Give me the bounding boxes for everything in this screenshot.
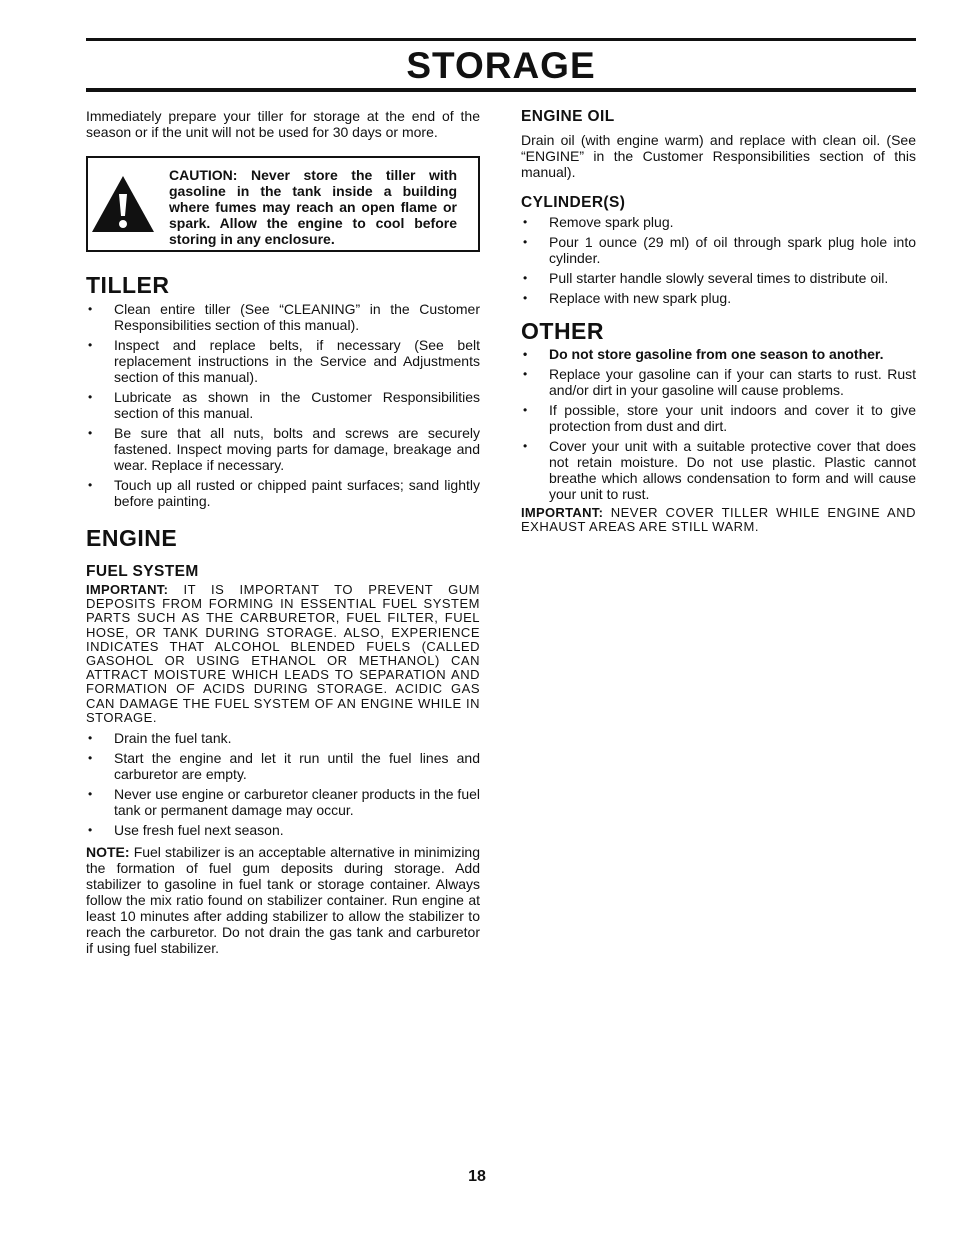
- engine-oil-heading: ENGINE OIL: [521, 108, 615, 125]
- page-number: 18: [468, 1168, 486, 1185]
- right-column: [521, 108, 916, 534]
- other-list: [521, 346, 916, 502]
- header-rule-bottom: [86, 88, 916, 92]
- list-item: • Remove spark plug.: [521, 214, 916, 230]
- intro-paragraph: Immediately prepare your tiller for storage at the end of the season or if the unit will not be used for 30 days or more.: [86, 108, 480, 140]
- fuel-stabilizer-note: [86, 844, 480, 956]
- caution-text: CAUTION: Never store the tiller with gasoline in the tank inside a building where fumes may reach an open flame or spark. Allow the engine to cool before storing in any enclosure.: [169, 167, 457, 247]
- list-item: • Never use engine or carburetor cleaner products in the fuel tank or permanent damage may occur.: [86, 786, 480, 818]
- fuel-system-list: [86, 730, 480, 838]
- important-label: IMPORTANT:: [521, 505, 604, 520]
- fuel-system-important: [86, 583, 480, 725]
- list-item: • Do not store gasoline from one season to another.: [521, 346, 916, 362]
- important-text: IT IS IMPORTANT TO PREVENT GUM DEPOSITS FROM FORMING IN ESSENTIAL FUEL SYSTEM PARTS SUCH AS THE CARBURETOR, FUEL FILTER, FUEL HOSE, OR TANK DURING STORAGE. ALSO, EXPERIENCE INDICATES THAT ALCOHOL BLENDED FUELS (CALLED GASOHOL OR USING ETHANOL OR METHANOL) CAN ATTRACT MOISTURE WHICH LEADS TO SEPARATION AND FORMATION OF ACIDS DURING STORAGE. ACIDIC GAS CAN DAMAGE THE FUEL SYSTEM OF AN ENGINE WHILE IN STORAGE.: [86, 582, 480, 725]
- list-item: • Clean entire tiller (See “CLEANING” in the Customer Responsibilities section of this manual).: [86, 301, 480, 333]
- note-label: NOTE:: [86, 844, 130, 861]
- engine-oil-text: Drain oil (with engine warm) and replace with clean oil. (See “ENGINE” in the Customer Responsibilities section of this manual).: [521, 132, 916, 180]
- header-rule-top: [86, 38, 916, 41]
- warning-triangle-icon: [90, 174, 156, 234]
- note-text: Fuel stabilizer is an acceptable alternative in minimizing the formation of fuel gum deposits during storage. Add stabilizer to gasoline in fuel tank or storage container. Always follow the mix ratio found on stabilizer container. Run engine at least 10 minutes after adding stabilizer to allow the stabilizer to reach the carburetor. Do not drain the gas tank and carburetor if using fuel stabilizer.: [86, 844, 481, 957]
- left-column: [86, 108, 480, 956]
- tiller-list: [86, 301, 480, 509]
- list-item: • Lubricate as shown in the Customer Responsibilities section of this manual.: [86, 389, 480, 421]
- list-item: • Touch up all rusted or chipped paint surfaces; sand lightly before painting.: [86, 477, 480, 509]
- list-item: • Cover your unit with a suitable protective cover that does not retain moisture. Do not use plastic. Plastic cannot breathe which allows condensation to form and will cause your unit to rust.: [521, 438, 916, 502]
- important-text: NEVER COVER TILLER WHILE ENGINE AND EXHAUST AREAS ARE STILL WARM.: [521, 505, 916, 535]
- caution-box: [86, 156, 480, 252]
- list-item: • If possible, store your unit indoors and cover it to give protection from dust and dirt.: [521, 402, 916, 434]
- list-item: • Be sure that all nuts, bolts and screws are securely fastened. Inspect moving parts for damage, breakage and wear. Replace if necessary.: [86, 425, 480, 473]
- cylinders-list: [521, 214, 916, 306]
- other-heading: OTHER: [521, 318, 604, 344]
- tiller-heading: TILLER: [86, 272, 170, 298]
- page-title: STORAGE: [406, 45, 596, 86]
- list-item: • Replace your gasoline can if your can starts to rust. Rust and/or dirt in your gasoline will cause problems.: [521, 366, 916, 398]
- list-item: • Replace with new spark plug.: [521, 290, 916, 306]
- list-item: • Pull starter handle slowly several times to distribute oil.: [521, 270, 916, 286]
- list-item: • Start the engine and let it run until the fuel lines and carburetor are empty.: [86, 750, 480, 782]
- list-item: • Drain the fuel tank.: [86, 730, 480, 746]
- fuel-system-heading: FUEL SYSTEM: [86, 563, 199, 580]
- list-item: • Inspect and replace belts, if necessary (See belt replacement instructions in the Service and Adjustments section of this manual).: [86, 337, 480, 385]
- list-item: • Pour 1 ounce (29 ml) of oil through spark plug hole into cylinder.: [521, 234, 916, 266]
- other-important: [521, 506, 916, 534]
- list-item: • Use fresh fuel next season.: [86, 822, 480, 838]
- important-label: IMPORTANT:: [86, 582, 169, 597]
- engine-heading: ENGINE: [86, 525, 178, 551]
- cylinders-heading: CYLINDER(S): [521, 194, 626, 211]
